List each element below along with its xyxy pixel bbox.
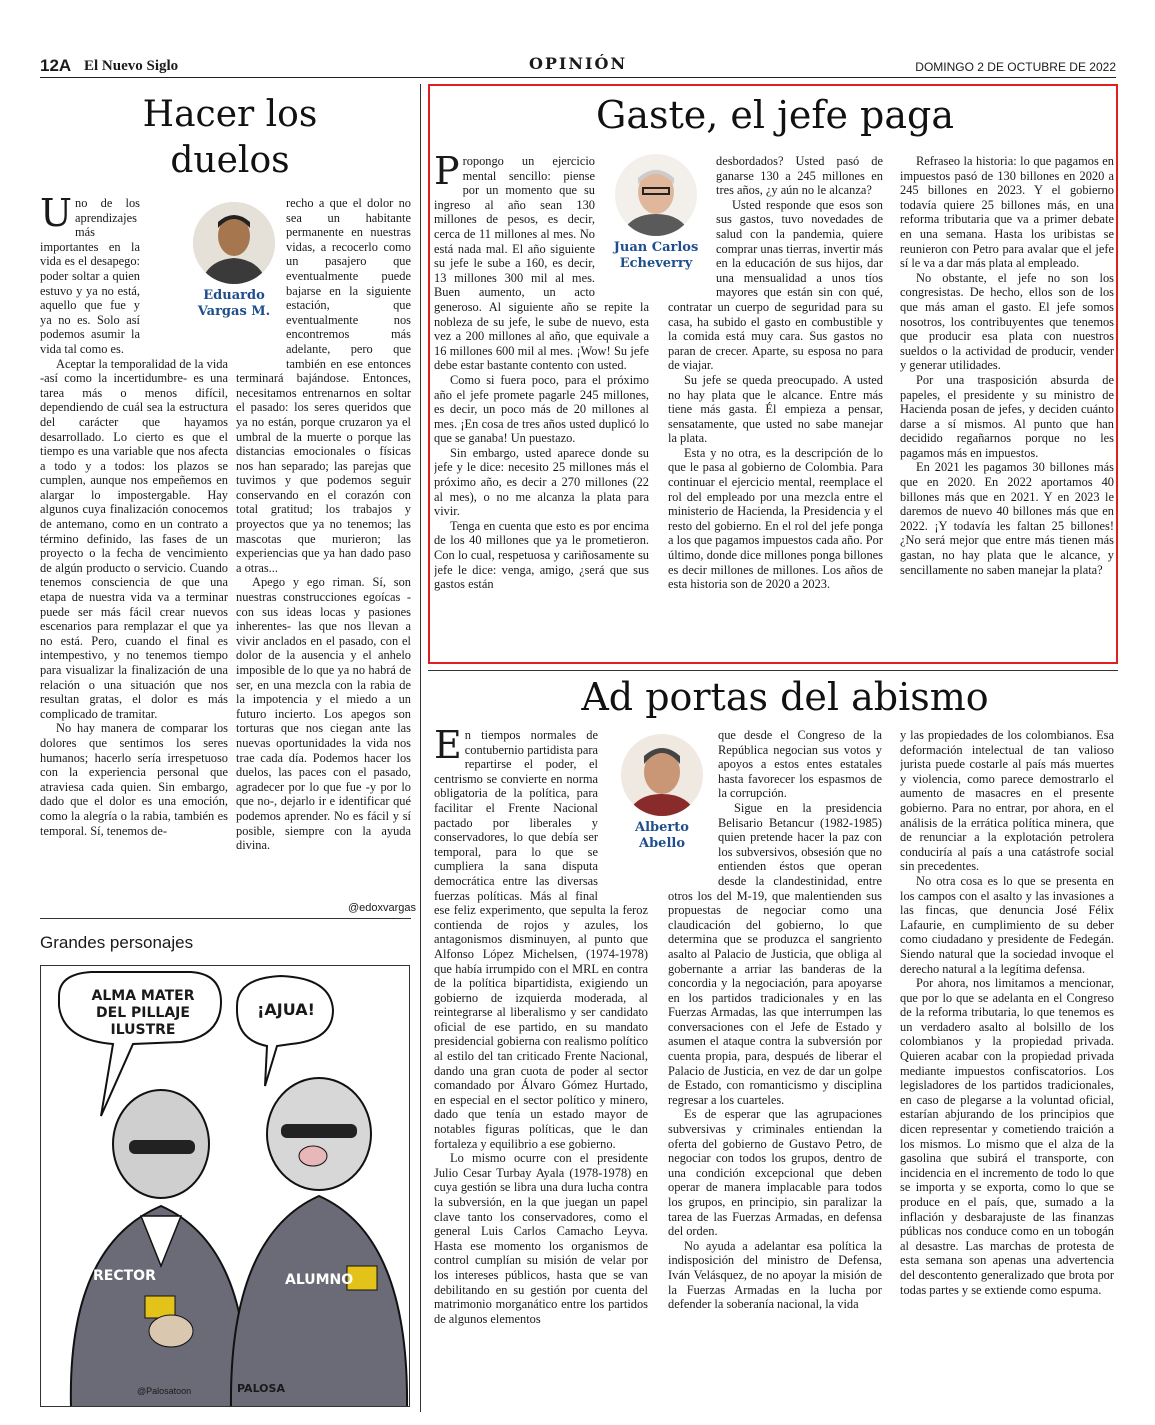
page-header	[40, 56, 1116, 78]
editorial-cartoon	[40, 965, 410, 1407]
bubble-left-text: ALMA MATER DEL PILLAJE ILUSTRE	[91, 988, 195, 1038]
article-title-hacer-los-duelos: Hacer los duelos	[142, 94, 318, 181]
author-name: Juan Carlos Echeverry	[613, 240, 699, 271]
drop-cap: E	[434, 728, 462, 767]
page-number: 12A	[40, 56, 72, 75]
issue-date: DOMINGO 2 DE OCTUBRE DE 2022	[915, 60, 1116, 74]
bubble-right-text: ¡AJUA!	[257, 1000, 315, 1019]
article3-column-3: y las propiedades de los colombianos. Esa deformación intelectual de tan valioso jurista puede costarle al país más muertes y violencia, como parece demostrarlo el aumento de masacres en el presente gobierno. Para no entrar, por ahora, en el análisis de la errática política minera, que de renunciar a la explotación petrolera conduciría al país a una catástrofe social sin precedentes. No otra cosa es lo que se presenta en los campos con el asalto y las invasiones a las fincas, que denuncia José Félix Lafaurie, en cumplimiento de su deber como ciudadano y presidente de Fedegán. Siendo natural que la sociedad invoque el derecho natural a la legítima defensa. Por ahora, nos limitamos a mencionar, que por lo que se adelanta en el Congreso de la reforma tributaria, lo que tenemos es un verdadero asalto al bolsillo de los colombianos y la propiedad privada. Quieren acabar con la propiedad privada mediante impuestos confiscatorios. Los legisladores de los partidos tradicionales, en caso de plegarse a la voluntad oficial, estarían abjurando de los principios que dicen representar y cometiendo traición a los mismos. Lo mismo que el alza de la gasolina que subirá el transporte, con incidencia en el incremento de todo lo que se importa y se exporta, como lo que se produce en el país, que, sumado a la inflación y desbarajuste de las finanzas públicas nos conduce como en un tobogán al desastre. Las marchas de protesta de esta semana son apenas una advertencia del descontento generalizado que brota por todas partes y se extiende como espuma.	[900, 728, 1114, 1297]
label-rector: RECTOR	[93, 1268, 156, 1284]
author-handle: @edoxvargas	[348, 902, 417, 914]
article2-column-3: Refraseo la historia: lo que pagamos en impuestos pasó de 130 billones en 2020 a 245 billones en 2023. Y el gobierno todavía quiere 25 billones más, en una reforma tributaria que va a primer debate en una semana. Hasta los uribistas se reunieron con Petro para avalar que el jefe sí le va a dar más plata al empleado. No obstante, el jefe no son los congresistas. De hecho, ellos son de los que más aman el gasto. El jefe somos nosotros, los contribuyentes que tenemos que producir esa plata con nuestros sueldos o la actividad de producir, vender y generar utilidades. Por una trasposición absurda de papeles, el presidente y su ministro de Hacienda posan de jefes, y deciden cuánto darse a sí mismos. Al punto que han decidido regañarnos porque no les pagamos más en impuestos. En 2021 les pagamos 30 billones más que en 2020. En 2022 aportamos 40 billones más que en 2021. Y en 2023 le daremos de nuevo 40 billones más que en 2022. ¡Y todavía les faltan 25 billones! ¿No será mejor que entre más tienen más gastan, no hay plata que le alcance, y sencillamente no saben manejar la plata?	[900, 154, 1114, 577]
author-name: Alberto Abello	[635, 820, 689, 851]
author-name: Eduardo Vargas M.	[197, 288, 271, 319]
drop-cap: U	[40, 196, 73, 235]
drop-cap: P	[434, 154, 460, 193]
label-alumno: ALUMNO	[285, 1272, 354, 1288]
cartoon-credit: @Palosatoon	[137, 1386, 192, 1396]
article-title-ad-portas-del-abismo: Ad portas del abismo	[581, 675, 989, 719]
newspaper-name: El Nuevo Siglo	[84, 58, 179, 74]
article2-column-2: desbordados? Usted pasó de ganarse 130 a 245 millones en tres años, ¿y aún no le alcanza? Usted responde que esos son sus gastos, tuvo novedades de salud con la pandemia, quiere comprar unas tierras, invertir más en la educación de sus hijos, dar una mensualidad a unos tíos mayores que están sin con qué, contratar un cuerpo de seguridad para su casa, ha subido el gasto en combustible y la comida está muy cara. Sus gastos no paran de crecer. Aparte, su esposa no para de viajar. Su jefe se queda preocupado. A usted no hay plata que le alcance. Entre más tiene más gasta. Él empieza a pensar, sensatamente, que usted no sabe manejar la plata. Esta y no otra, es la descripción de lo que le pasa al gobierno de Colombia. Para continuar el ejercicio mental, reemplace el rol del empleado por una mezcla entre el ministerio de Hacienda, la Presidencia y el resto del gobierno. En el rol del jefe ponga a los que pagamos impuestos cada año. Por último, donde dice millones ponga billones es decir millones de millones. Los años de esta historia son de 2020 a 2023.	[668, 154, 883, 592]
article3-column-1: En tiempos normales de contubernio partidista para repartirse el poder, el centrismo se convierte en norma obligatoria de la política, para facilitar el Frente Nacional pactado por liberales y conservadores, lo que debía ser temporal, para lo que se cumpliera la sana disputa democrática entre las diversas fuerzas políticas. Más al final ese feliz experimento, que sepulta la feroz contienda de rojos y azules, los antagonismos disminuyen, al punto que Alfonso López Michelsen, (1974-1978) que había irrumpido con el MRL en contra de la política bipartidista, exigiendo un gobierno de izquierda moderada, al reintegrarse al liberalismo y ser candidato oficial de ese partido, en su mandato presidencial gobierna con realismo político al estilo del tan criticado Frente Nacional, dando una gran cuota de poder al sector comandado por Álvaro Gómez Hurtado, en especial en el sector político y minero, dado que tenía un estado mayor de notables figuras políticas, que le dan fortaleza y equilibrio a ese gobierno. Lo mismo ocurre con el presidente Julio Cesar Turbay Ayala (1978-1978) en cuya gestión se libra una dura lucha contra la subversión, en la que juegan un papel clave tanto los conservadores, como el general Luis Carlos Camacho Leyva. Hasta ese momento los organismos de control cumplían su misión de velar por los intereses públicos, hasta que se van debilitando en su gestión por cuenta del matrimonio morganático entre los partidos de algunos elementos	[434, 728, 648, 1326]
article1-column-right: recho a que el dolor no sea un habitante permanente en nuestras vidas, a recocerlo como un pasajero que eventualmente puede bajarse en la siguiente estación, que eventualmente nos encontremos más adelante, pero que también en ese entonces terminará bajándose. Entonces, necesitamos entrenarnos en soltar el pasado: los seres queridos que ya no están, porque cruzaron ya el umbral de la muerte o porque las distancias emocionales o físicas nos han separado; las parejas que tuvimos y que podemos seguir conservando en el corazón con total gratitud; los trabajos y proyectos que ya no tenemos; las mascotas que murieron; las experiencias que ya han dado paso a otras... Apego y ego riman. Sí, son nuestras construcciones egoícas -con sus ideas locas y pasiones inherentes- las que nos llevan a vivir anclados en el pasado, con el dolor de la ausencia y el anhelo imposible de lo que ya no habrá de ser, en una mezcla con la rabia de la impotencia y el miedo a un futuro incierto. Los apegos son torturas que nos ciegan ante las nuevas oportunidades la vida nos trae cada día. Podemos hacer los duelos, las paces con el pasado, agradecer por lo que fue -y por lo que no-, dejarlo ir e identificar qué podemos aprender. No es fácil y sí posible, siempre con la ayuda divina.	[236, 196, 411, 853]
article1-column-left: Uno de los aprendizajes más importantes en la vida es el desapego: poder soltar a quien estuvo y ya no está, aquello que fue y ya no es. Solo así podemos asumir la vida tal como es. Aceptar la temporalidad de la vida -así como la incertidumbre- es una tarea más o menos difícil, dependiendo de cuál sea la estructura del carácter que hayamos desarrollado. Lo cierto es que el tiempo es una variable que nos afecta a todo y a todos: los plazos se cumplen, aunque nos empeñemos en alargar lo impostergable. Hay algunos cuya finalización conocemos de antemano, como en un contrato a término definido, las fases de un proyecto o la fecha de vencimiento de algún producto o servicio. Cuando tenemos consciencia de que una etapa de nuestra vida va a terminar puede ser más fácil crear nuevos escenarios para remplazar el que ya no está. Pero, cuando el final es intempestivo, y no tenemos tiempo para visualizar la finalización de una relación o una situación que nos resultan gratas, el dolor es más complicado de tramitar. No hay manera de comparar los dolores que sentimos los seres humanos; hacerlo sería irrespetuoso con la experiencia personal que atraviesa cada quien. Sin embargo, dado que el dolor es una emoción, como la alegría o la rabia, también es temporal. Sí, tenemos de-	[40, 196, 228, 838]
article-title-gaste-el-jefe-paga: Gaste, el jefe paga	[595, 93, 954, 137]
section-title: OPINIÓN	[528, 54, 628, 73]
article2-column-1: Propongo un ejercicio mental sencillo: piense por un momento que su ingreso al año sean 130 millones de pesos, es decir, cerca de 11 millones al mes. No está nada mal. El año siguiente su jefe le sube a 160, es decir, 13 millones 300 mil al mes. Buen aumento, un acto generoso. Al siguiente año se repite la nobleza de su jefe, le sube de nuevo, esta vez a 200 millones al año, que equivale a 16 millones 600 mil al mes. ¡Wow! Su jefe debe estar bastante contento con usted. Como si fuera poco, para el próximo año el jefe promete pagarle 245 millones, es decir, un poco más de 20 millones al mes. ¡En cosa de tres años usted duplicó lo que se ganaba! Un puestazo. Sin embargo, usted aparece donde su jefe y le dice: necesito 25 millones más el próximo año, es decir a 270 millones (22 al mes), o no me alcanza la plata para vivir. Tenga en cuenta que esto es por encima de los 40 millones que ya le prometieron. Con lo cual, respetuosa y cariñosamente su jefe le dice: venga, amigo, ¿será que sus gastos están	[434, 154, 649, 592]
article3-column-2: que desde el Congreso de la República negocian sus votos y apoyos a estos entes estatales hasta favorecer los espasmos de la corrupción. Sigue en la presidencia Belisario Betancur (1982-1985) quien pretende hacer la paz con los subversivos, obsesión que no entienden éstos que operan desde la clandestinidad, entre otros los del M-19, que malentienden sus propuestas de negociar como una claudicación del gobierno, lo que determina que se produzca el sangriento asalto al Palacio de Justicia, que obliga al gobernante a arriar las banderas de la concordia y la negociación, para apoyarse en los partidos tradicionales y en las Fuerzas Armadas, las que interrumpen las conversaciones con el Jefe de Estado y asumen el ataque contra la subversión por cuenta propia, para, después de liberar el Palacio de Justicia, en vez de dar un golpe de Estado, con romanticismo y disciplina regresar a los cuarteles. Es de esperar que las agrupaciones subversivas y criminales entiendan la oferta del gobierno de Gustavo Petro, de negociar con todos los grupos, dentro de una condición excepcional que deben operar de manera implacable para todos los grupos, en principio, sin paralizar la tarea de las Fuerzas Armadas, en defensa del orden. No ayuda a adelantar esa política la indisposición del ministro de Defensa, Iván Velásquez, de no apoyar la misión de la Fuerzas Armadas en la lucha por defender la soberanía nacional, la vida	[668, 728, 882, 1312]
cartoon-section-label: Grandes personajes	[40, 933, 194, 952]
cartoon-signature: PALOSA	[237, 1382, 285, 1395]
